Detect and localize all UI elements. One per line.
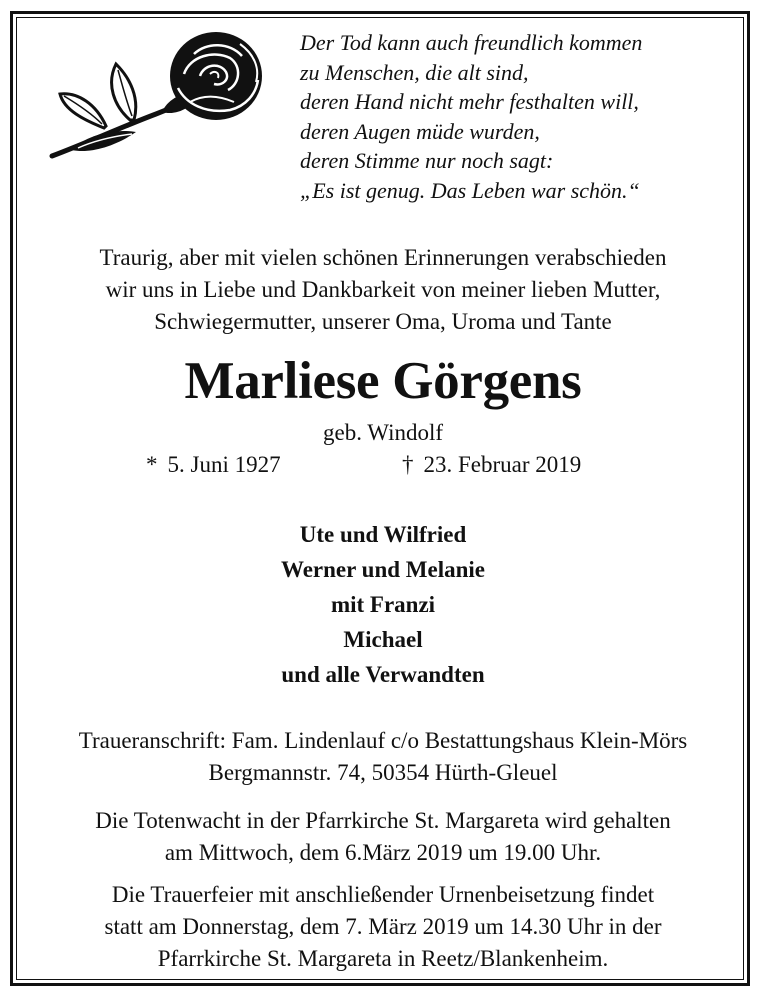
death-cross-icon: † [402, 452, 414, 477]
mourning-address [0, 725, 766, 789]
rose-icon [44, 24, 266, 164]
death-date-group [402, 450, 581, 480]
mourner-line: Werner und Melanie [280, 557, 485, 582]
intro-line: Traurig, aber mit vielen schönen Erinnerungen verabschieden [99, 245, 667, 270]
maiden-name: geb. Windolf [322, 420, 444, 445]
deceased-name: Marliese Görgens [184, 352, 582, 410]
intro-text [0, 242, 766, 338]
wake-notice [0, 805, 766, 869]
death-date: 23. Februar 2019 [423, 452, 582, 477]
mourner-line: Michael [343, 627, 423, 652]
address-line: Bergmannstr. 74, 50354 Hürth-Gleuel [208, 760, 558, 785]
service-line: Die Trauerfeier mit anschließender Urnenbeisetzung findet [111, 882, 655, 907]
poem-line: „Es ist genug. Das Leben war schön.“ [300, 177, 640, 203]
birth-date-group [146, 450, 281, 480]
birth-star-icon: * [146, 452, 158, 477]
life-dates [0, 450, 766, 482]
service-line: Pfarrkirche St. Margareta in Reetz/Blankenheim. [157, 946, 609, 971]
address-line: Traueranschrift: Fam. Lindenlauf c/o Bestattungshaus Klein-Mörs [78, 728, 688, 753]
mourner-line: mit Franzi [330, 592, 436, 617]
poem [300, 28, 740, 205]
poem-line: deren Hand nicht mehr festhalten will, [300, 89, 639, 114]
mourners-list [0, 517, 766, 692]
poem-line: zu Menschen, die alt sind, [300, 59, 529, 85]
intro-line: wir uns in Liebe und Dankbarkeit von meiner lieben Mutter, [105, 277, 661, 302]
mourner-line: und alle Verwandten [281, 662, 485, 687]
wake-line: am Mittwoch, dem 6.März 2019 um 19.00 Uhr. [164, 840, 602, 865]
poem-line: Der Tod kann auch freundlich kommen [300, 30, 643, 55]
service-line: statt am Donnerstag, dem 7. März 2019 um 14.30 Uhr in der [104, 914, 662, 939]
poem-line: deren Stimme nur noch sagt: [300, 148, 554, 173]
intro-line: Schwiegermutter, unserer Oma, Uroma und Tante [154, 309, 612, 334]
wake-line: Die Totenwacht in der Pfarrkirche St. Margareta wird gehalten [95, 808, 671, 833]
poem-line: deren Augen müde wurden, [300, 118, 540, 144]
birth-date: 5. Juni 1927 [167, 452, 281, 477]
mourner-line: Ute und Wilfried [299, 522, 467, 547]
funeral-service-notice [0, 879, 766, 975]
